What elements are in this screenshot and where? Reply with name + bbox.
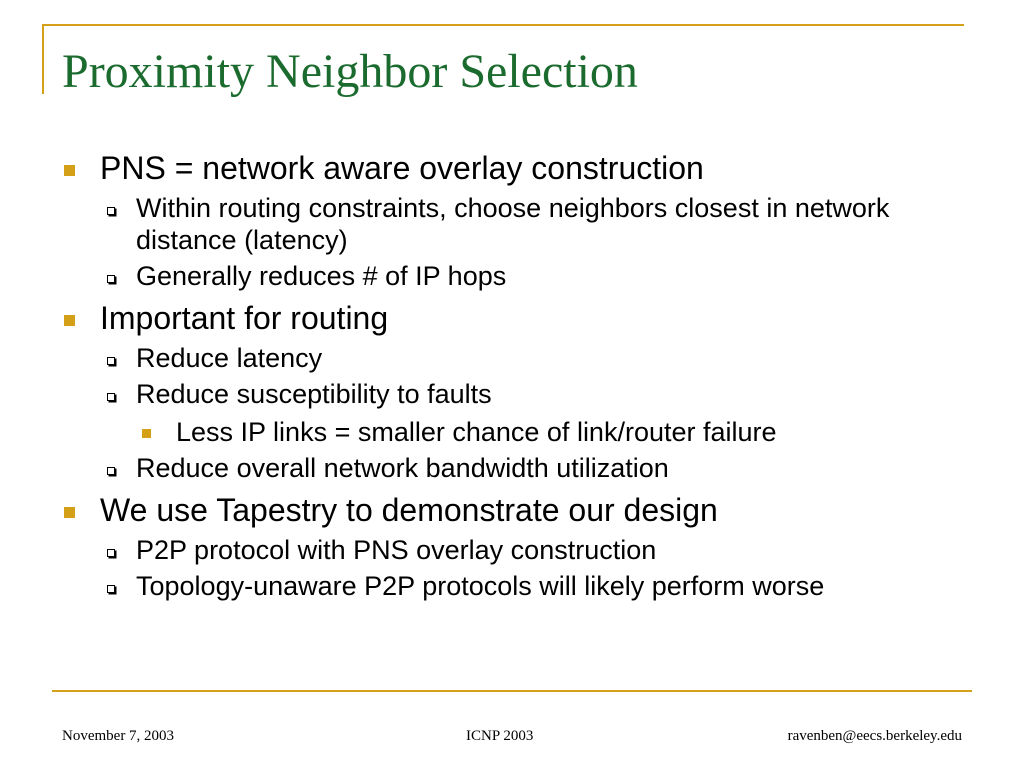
sub-bullet-text: Reduce latency: [136, 343, 323, 373]
small-filled-square-bullet-icon: [142, 429, 151, 438]
hollow-square-bullet-icon: [107, 275, 115, 283]
hollow-square-bullet-icon: [107, 549, 115, 557]
top-frame-line: [42, 24, 964, 26]
sub-bullet-item: [62, 260, 972, 292]
left-frame-line: [42, 24, 44, 94]
bullet-text: Important for routing: [100, 300, 389, 336]
bullet-text: PNS = network aware overlay construction: [100, 150, 704, 186]
sub-bullet-item: [62, 378, 972, 410]
bullet-item: [62, 148, 972, 188]
sub-bullet-item: [62, 452, 972, 484]
sub-bullet-text: Topology-unaware P2P protocols will likely perform worse: [136, 571, 825, 601]
sub-bullet-text: P2P protocol with PNS overlay construction: [136, 535, 657, 565]
hollow-square-bullet-icon: [107, 467, 115, 475]
footer-email: ravenben@eecs.berkeley.edu: [787, 728, 962, 744]
hollow-square-bullet-icon: [107, 393, 115, 401]
bottom-frame-line: [52, 690, 972, 692]
footer-conference: ICNP 2003: [466, 728, 534, 744]
sub-bullet-item: [62, 570, 972, 602]
sub-bullet-text: Reduce susceptibility to faults: [136, 379, 492, 409]
slide-title: Proximity Neighbor Selection: [62, 45, 638, 98]
hollow-square-bullet-icon: [107, 585, 115, 593]
sub-bullet-text: Generally reduces # of IP hops: [136, 261, 507, 291]
sub-bullet-text: Within routing constraints, choose neighbors closest in network distance (latency): [136, 193, 890, 255]
filled-square-bullet-icon: [64, 507, 75, 518]
sub-sub-bullet-item: [62, 416, 972, 448]
footer-date: November 7, 2003: [62, 728, 175, 744]
hollow-square-bullet-icon: [107, 207, 115, 215]
filled-square-bullet-icon: [64, 165, 75, 176]
bullet-item: [62, 490, 972, 530]
sub-bullet-item: [62, 342, 972, 374]
slide-body: [62, 148, 972, 602]
filled-square-bullet-icon: [64, 315, 75, 326]
sub-sub-bullet-text: Less IP links = smaller chance of link/router failure: [176, 417, 777, 447]
bullet-text: We use Tapestry to demonstrate our design: [100, 492, 718, 528]
sub-bullet-text: Reduce overall network bandwidth utilization: [136, 453, 669, 483]
hollow-square-bullet-icon: [107, 357, 115, 365]
bullet-item: [62, 298, 972, 338]
sub-bullet-item: [62, 192, 972, 256]
sub-bullet-item: [62, 534, 972, 566]
